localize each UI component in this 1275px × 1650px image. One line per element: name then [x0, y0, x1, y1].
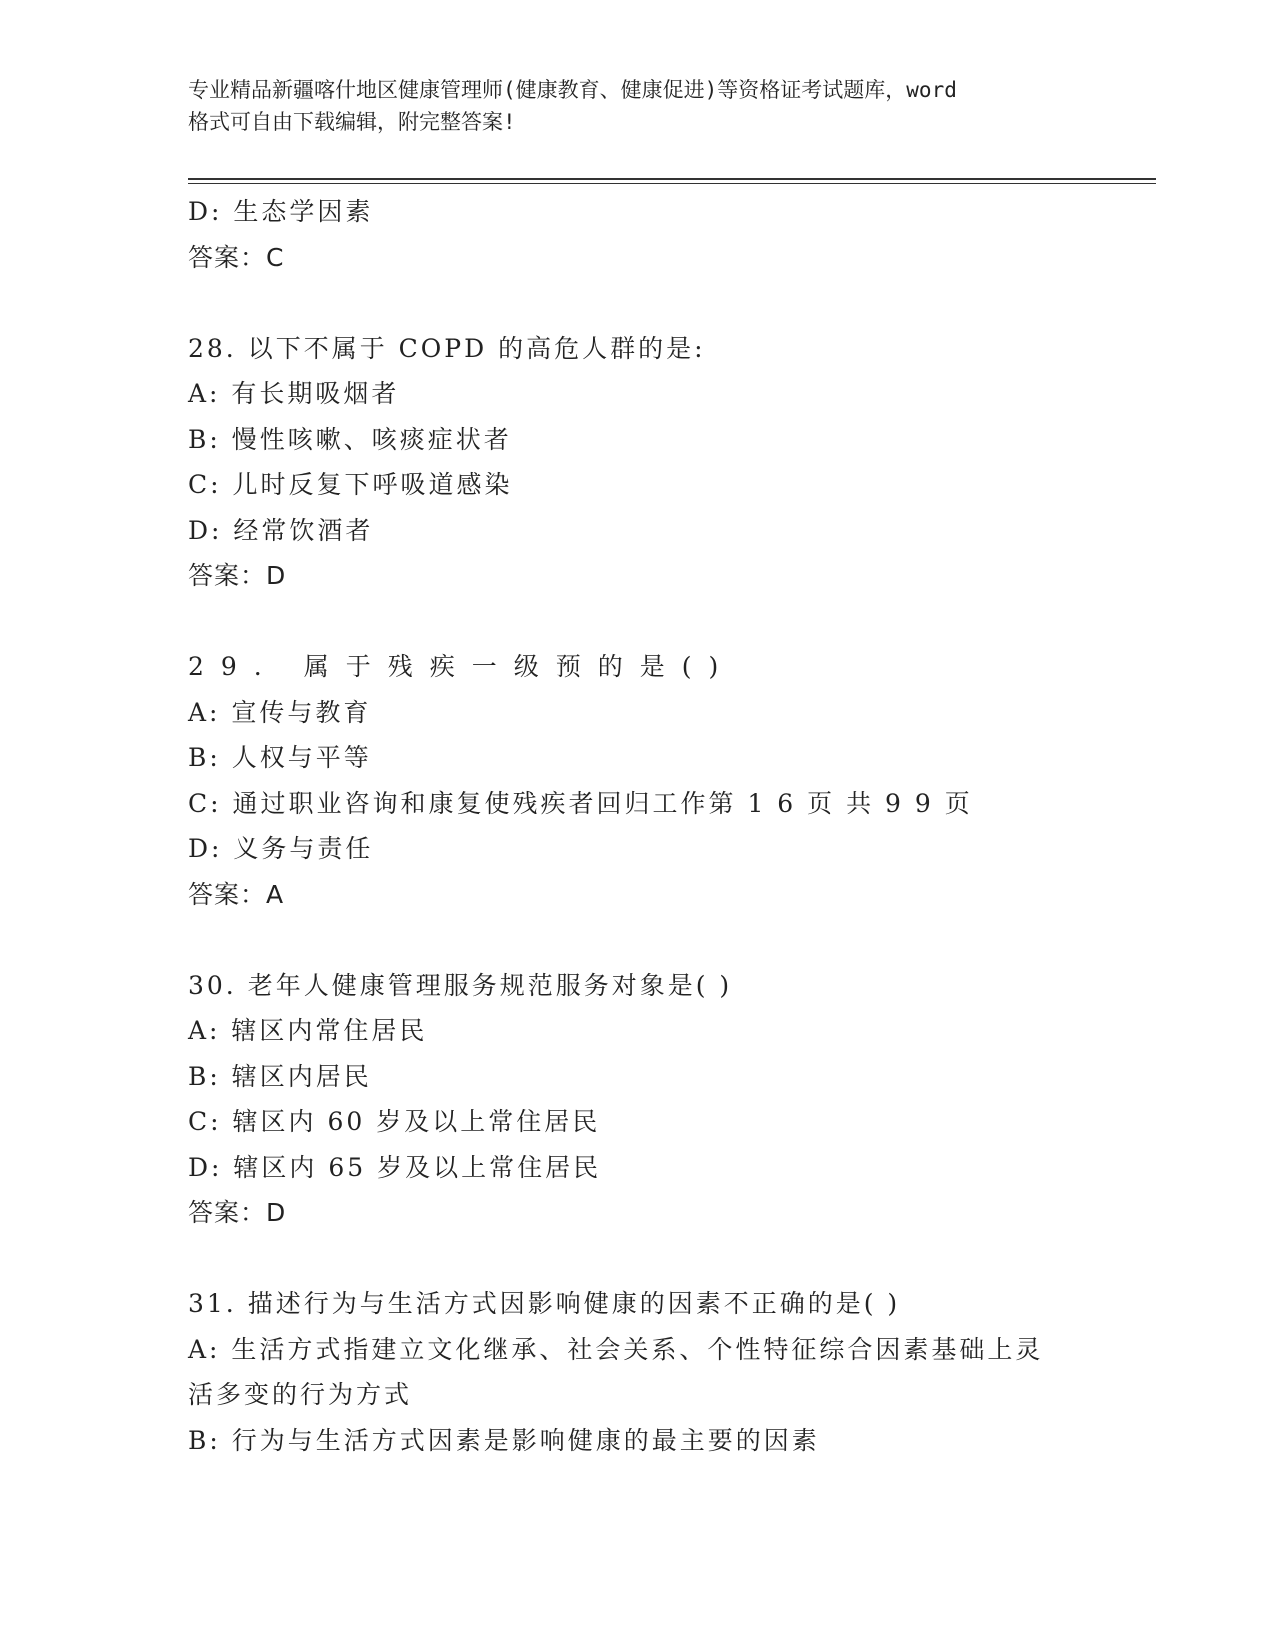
header-line-2: 格式可自由下载编辑，附完整答案! — [188, 110, 516, 134]
header-divider-thin — [188, 183, 1156, 184]
answer-prev: 答案：C — [188, 242, 285, 272]
question-list — [188, 189, 1088, 1463]
question-28-answer: 答案：D — [188, 561, 287, 590]
question-28-option-d: D: 经常饮酒者 — [188, 515, 374, 545]
header-divider-thick — [188, 178, 1156, 180]
question-28-option-c: C: 儿时反复下呼吸道感染 — [188, 470, 513, 499]
question-31-option-a-line-2: 活多变的行为方式 — [188, 1380, 413, 1409]
question-28-option-a: A: 有长期吸烟者 — [188, 379, 400, 408]
question-30-answer: 答案：D — [188, 1198, 287, 1227]
spacer — [188, 1236, 1088, 1282]
question-28-stem: 28. 以下不属于 COPD 的高危人群的是: — [188, 333, 706, 363]
spacer — [188, 280, 1088, 326]
question-31-stem: 31. 描述行为与生活方式因影响健康的因素不正确的是( ) — [188, 1289, 901, 1318]
question-28-option-b: B: 慢性咳嗽、咳痰症状者 — [188, 424, 512, 454]
question-29-option-a: A: 宣传与教育 — [188, 697, 372, 727]
question-30-stem: 30. 老年人健康管理服务规范服务对象是( ) — [188, 970, 733, 1000]
question-29-option-c: C: 通过职业咨询和康复使残疾者回归工作第 1 6 页 共 9 9 页 — [188, 788, 973, 818]
question-29-option-d: D: 义务与责任 — [188, 834, 374, 863]
question-31-option-b: B: 行为与生活方式因素是影响健康的最主要的因素 — [188, 1425, 820, 1455]
question-29-option-b: B: 人权与平等 — [188, 743, 372, 772]
question-30-option-d: D: 辖区内 65 岁及以上常住居民 — [188, 1152, 602, 1182]
option-d-prev: D: 生态学因素 — [188, 197, 374, 226]
question-30-option-c: C: 辖区内 60 岁及以上常住居民 — [188, 1107, 601, 1136]
question-31-option-a-line-1: A: 生活方式指建立文化继承、社会关系、个性特征综合因素基础上灵 — [188, 1334, 1044, 1364]
spacer — [188, 599, 1088, 645]
question-29-stem: 29. 属于残疾一级预的是() — [188, 652, 736, 681]
question-29-answer: 答案：A — [188, 879, 285, 909]
page-header — [188, 74, 1088, 138]
header-line-1: 专业精品新疆喀什地区健康管理师(健康教育、健康促进)等资格证考试题库，word — [188, 78, 957, 102]
spacer — [188, 917, 1088, 963]
question-30-option-b: B: 辖区内居民 — [188, 1061, 372, 1091]
question-30-option-a: A: 辖区内常住居民 — [188, 1016, 428, 1045]
